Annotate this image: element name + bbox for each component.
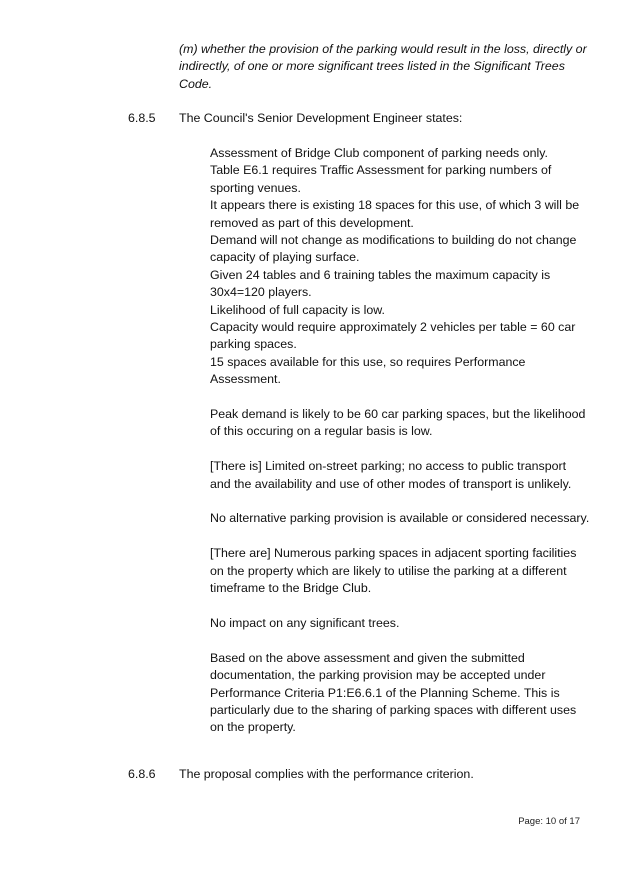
clause-number-6-8-6: 6.8.6 bbox=[128, 767, 156, 781]
statement-line: It appears there is existing 18 spaces for this use, of which 3 will be removed as part of this development. bbox=[210, 198, 580, 230]
statement-paragraph-adjacent: [There are] Numerous parking spaces in adjacent sporting facilities on the property which are likely to utilise the parking at a different timeframe to the Bridge Club. bbox=[210, 546, 577, 596]
clause-text-6-8-5: The Council's Senior Development Engineer states: bbox=[179, 111, 463, 125]
engineer-statement bbox=[210, 145, 590, 754]
statement-paragraph-alternative: No alternative parking provision is available or considered necessary. bbox=[210, 511, 590, 526]
clause-number-6-8-5: 6.8.5 bbox=[128, 111, 156, 125]
statement-line: Demand will not change as modifications to building do not change capacity of playing surface. bbox=[210, 233, 577, 265]
page-number: Page: 10 of 17 bbox=[518, 816, 580, 827]
statement-assessment-group bbox=[210, 145, 590, 389]
statement-paragraph-on-street: [There is] Limited on-street parking; no access to public transport and the availability and use of other modes of transport is unlikely. bbox=[210, 459, 572, 491]
statement-line: 15 spaces available for this use, so requires Performance Assessment. bbox=[210, 354, 526, 387]
statement-line: Assessment of Bridge Club component of parking needs only. bbox=[210, 146, 548, 160]
statement-line: Capacity would require approximately 2 vehicles per table = 60 car parking spaces. bbox=[210, 320, 576, 352]
statement-paragraph-trees: No impact on any significant trees. bbox=[210, 615, 400, 630]
clause-text-6-8-6: The proposal complies with the performance criterion. bbox=[179, 767, 474, 781]
statement-line: Given 24 tables and 6 training tables the maximum capacity is 30x4=120 players. bbox=[210, 267, 551, 300]
statement-line: Table E6.1 requires Traffic Assessment for parking numbers of sporting venues. bbox=[210, 163, 552, 195]
statement-line: Likelihood of full capacity is low. bbox=[210, 302, 385, 317]
statement-paragraph-conclusion: Based on the above assessment and given the submitted documentation, the parking provision may be accepted under Performance Criteria P1:E6.6.1 of the Planning Scheme. This is particularly due to the sharing of parking spaces with different uses on the property. bbox=[210, 650, 577, 735]
quoted-criterion-m: (m) whether the provision of the parking would result in the loss, directly or indirectly, of one or more significant trees listed in the Significant Trees Code. bbox=[179, 42, 587, 91]
statement-paragraph-peak-demand: Peak demand is likely to be 60 car parking spaces, but the likelihood of this occuring on a regular basis is low. bbox=[210, 407, 586, 439]
